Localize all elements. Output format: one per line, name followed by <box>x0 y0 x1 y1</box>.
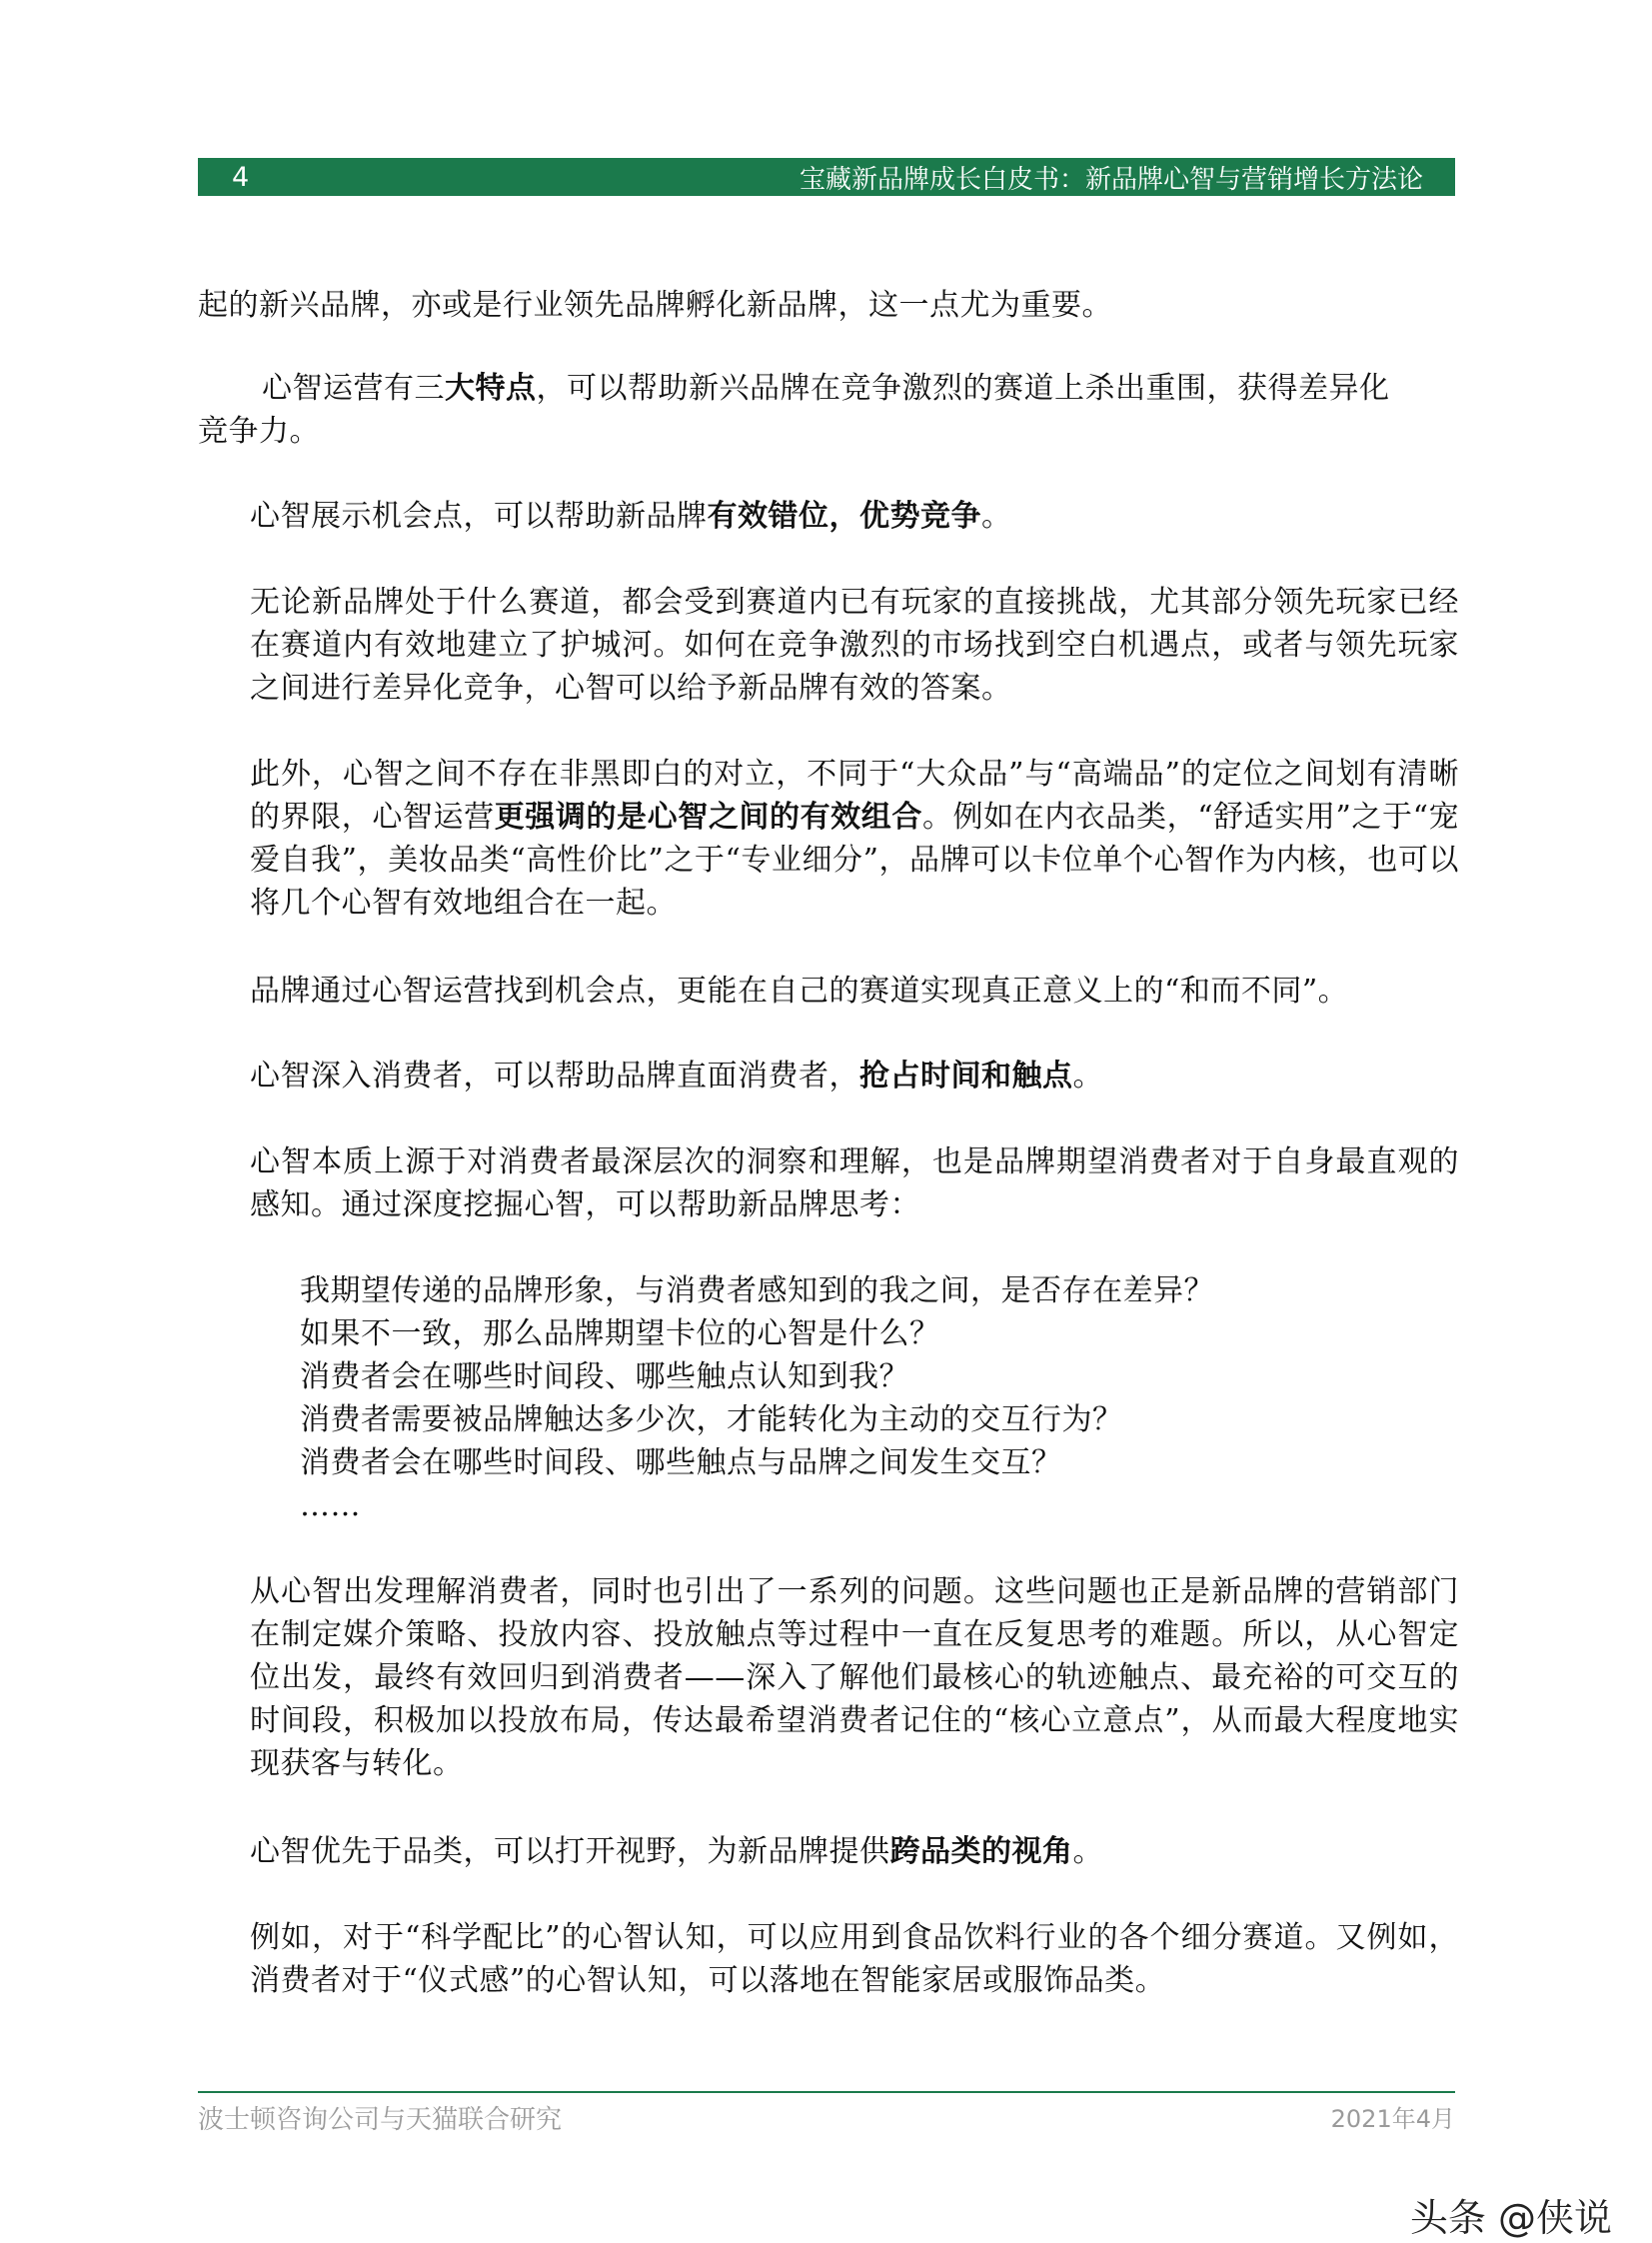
list-item: 消费者会在哪些时间段、哪些触点认知到我？ <box>300 1359 909 1394</box>
heading-consumer: 心智深入消费者，可以帮助品牌直面消费者，抢占时间和触点。 <box>250 1059 1103 1094</box>
footer-date: 2021年4月 <box>1330 2105 1455 2133</box>
list-item: 我期望传递的品牌形象，与消费者感知到的我之间，是否存在差异？ <box>300 1273 1214 1308</box>
page-number: 4 <box>232 161 250 193</box>
paragraph-example: 例如，对于“科学配比”的心智认知，可以应用到食品饮料行业的各个细分赛道。又例如，消费者对于“仪式感”的心智认知，可以落地在智能家居或服饰品类。 <box>250 1920 1459 1998</box>
document-title: 宝藏新品牌成长白皮书：新品牌心智与营销增长方法论 <box>799 164 1423 195</box>
watermark: 头条 @侠说 <box>1409 2196 1612 2240</box>
paragraph-problems: 从心智出发理解消费者，同时也引出了一系列的问题。这些问题也正是新品牌的营销部门在制定媒介策略、投放内容、投放触点等过程中一直在反复思考的难题。所以，从心智定位出发，最终有效回归到消费者——深入了解他们最核心的轨迹触点、最充裕的可交互的时间段，积极加以投放布局，传达最希望消费者记住的“核心立意点”，从而最大程度地实现获客与转化。 <box>250 1574 1459 1781</box>
paragraph-mind-combination: 此外，心智之间不存在非黑即白的对立，不同于“大众品”与“高端品”的定位之间划有清晰的界限，心智运营更强调的是心智之间的有效组合。例如在内衣品类，“舒适实用”之于“宠爱自我”，美妆品类“高性价比”之于“专业细分”，品牌可以卡位单个心智作为内核，也可以将几个心智有效地组合在一起。 <box>250 757 1460 921</box>
list-item: 消费者需要被品牌触达多少次，才能转化为主动的交互行为？ <box>300 1402 1123 1437</box>
footer-divider <box>198 2091 1455 2093</box>
heading-opportunity: 心智展示机会点，可以帮助新品牌有效错位，优势竞争。 <box>250 499 1012 534</box>
list-item: 消费者会在哪些时间段、哪些触点与品牌之间发生交互？ <box>300 1445 1062 1480</box>
paragraph-mind-features: 心智运营有三大特点，可以帮助新兴品牌在竞争激烈的赛道上杀出重围，获得差异化 竞争力。 <box>198 371 1390 449</box>
heading-category: 心智优先于品类，可以打开视野，为新品牌提供跨品类的视角。 <box>250 1834 1103 1869</box>
page-header <box>198 158 1455 196</box>
list-item: 如果不一致，那么品牌期望卡位的心智是什么？ <box>300 1316 940 1351</box>
question-list <box>300 1269 1449 1527</box>
paragraph-continuation: 起的新兴品牌，亦或是行业领先品牌孵化新品牌，这一点尤为重要。 <box>198 288 1112 323</box>
footer-source: 波士顿咨询公司与天猫联合研究 <box>198 2105 563 2135</box>
paragraph-track-competition: 无论新品牌处于什么赛道，都会受到赛道内已有玩家的直接挑战，尤其部分领先玩家已经在赛道内有效地建立了护城河。如何在竞争激烈的市场找到空白机遇点，或者与领先玩家之间进行差异化竞争，心智可以给予新品牌有效的答案。 <box>250 585 1459 706</box>
paragraph-insight: 心智本质上源于对消费者最深层次的洞察和理解，也是品牌期望消费者对于自身最直观的感知。通过深度挖掘心智，可以帮助新品牌思考： <box>250 1144 1459 1222</box>
list-item: …… <box>300 1488 361 1523</box>
paragraph-harmony: 品牌通过心智运营找到机会点，更能在自己的赛道实现真正意义上的“和而不同”。 <box>250 974 1349 1009</box>
